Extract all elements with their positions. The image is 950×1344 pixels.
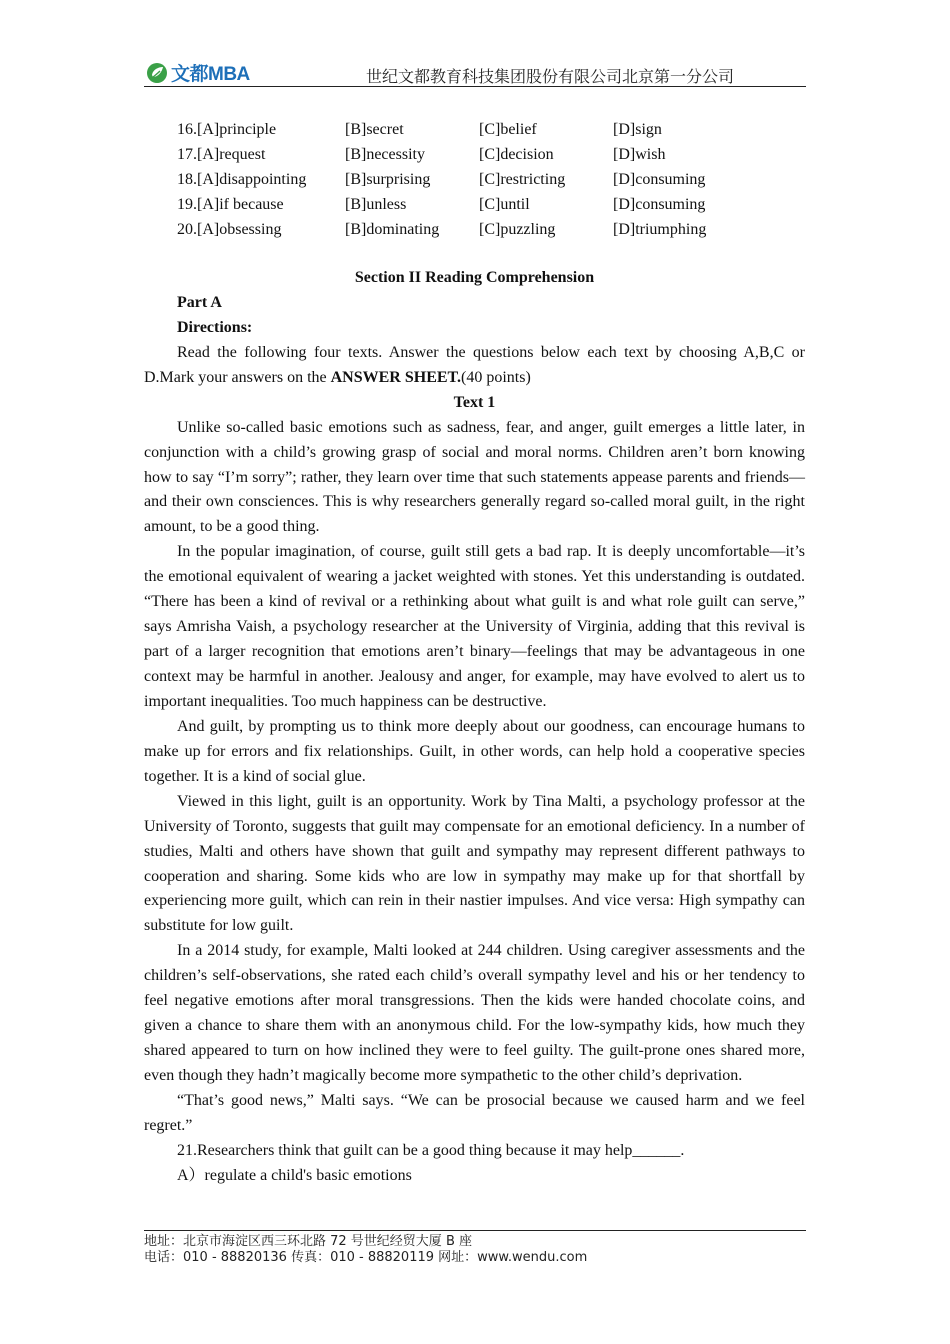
option-d: [D]triumphing xyxy=(613,221,707,238)
directions-points: (40 points) xyxy=(461,368,531,386)
option-d: [D]consuming xyxy=(613,171,706,188)
option-row xyxy=(177,117,763,142)
paragraph: And guilt, by prompting us to think more deeply about our goodness, can encourage humans to make up for errors and fix relationships. Guilt, in other words, can help hold a cooperative species together. It is a kind of social glue. xyxy=(144,717,805,785)
footer-contact: 电话：010 - 88820136 传真：010 - 88820119 网址：www.wendu.com xyxy=(144,1250,588,1265)
option-row xyxy=(177,142,763,167)
cloze-options xyxy=(177,117,763,242)
option-c: [C]decision xyxy=(479,146,554,163)
option-d: [D]wish xyxy=(613,146,666,163)
paragraph: In the popular imagination, of course, guilt still gets a bad rap. It is deeply uncomfortable—it’s the emotional equivalent of wearing a jacket weighted with stones. Yet this understanding is outdated. “There has been a kind of revival or a rethinking about what guilt is and what role guilt can serve,” says Amrisha Vaish, a psychology researcher at the University of Virginia, adding that this revival is part of a larger recognition that emotions aren’t binary—feelings that may be advantageous in one context may be harmful in another. Jealousy and anger, for example, may have evolved to alert us to important inequalities. Too much happiness can be destructive. xyxy=(144,543,805,710)
wendu-logo xyxy=(146,59,250,86)
page-header xyxy=(144,56,806,87)
option-b: [B]unless xyxy=(345,196,407,213)
answer-option-a: A）regulate a child's basic emotions xyxy=(177,1166,412,1184)
option-c: [C]restricting xyxy=(479,171,566,188)
option-row xyxy=(177,192,763,217)
option-a: 20.[A]obsessing xyxy=(177,221,282,238)
footer-address: 地址：北京市海淀区西三环北路 72 号世纪经贸大厦 B 座 xyxy=(144,1234,472,1249)
text-title: Text 1 xyxy=(453,393,496,411)
option-b: [B]secret xyxy=(345,121,404,138)
paragraph: “That’s good news,” Malti says. “We can be prosocial because we caused harm and we feel regret.” xyxy=(144,1091,805,1134)
directions-label: Directions: xyxy=(177,318,253,336)
part-label: Part A xyxy=(177,293,222,311)
option-a: 18.[A]disappointing xyxy=(177,171,307,188)
option-c: [C]until xyxy=(479,196,530,213)
option-b: [B]surprising xyxy=(345,171,431,188)
paragraph: Viewed in this light, guilt is an opportunity. Work by Tina Malti, a psychology professor at the University of Toronto, suggests that guilt may compensate for an emotional deficiency. In a number of studies, Malti and others have shown that guilt and sympathy may represent different pathways to cooperation and sharing. Some kids who are low in sympathy may make up for that shortfall by experiencing more guilt, which can rein in their nastier impulses. And vice versa: High sympathy can substitute for low guilt. xyxy=(144,792,805,935)
option-d: [D]sign xyxy=(613,121,662,138)
reading-content xyxy=(144,266,805,1189)
paragraph: In a 2014 study, for example, Malti looked at 244 children. Using caregiver assessments and the children’s self-observations, she rated each child’s overall sympathy level and his or her tendency to feel negative emotions after moral transgressions. Then the kids were handed chocolate coins, and given a chance to share them with an anonymous child. For the low-sympathy kids, how much they shared appeared to turn on how inclined they were to feel guilty. The guilt-prone ones shared more, even though they hadn’t magically become more sympathetic to the other child’s deprivation. xyxy=(144,942,805,1084)
question-21: 21.Researchers think that guilt can be a good thing because it may help______. xyxy=(177,1141,685,1159)
option-a: 17.[A]request xyxy=(177,146,266,163)
directions-before: Read the following four texts. Answer the questions below each text by choosing A,B,C or D.Mark your answers on the xyxy=(144,343,805,386)
option-b: [B]dominating xyxy=(345,221,440,238)
directions-text xyxy=(144,341,805,391)
page-footer xyxy=(144,1230,806,1266)
logo-leaf-icon xyxy=(146,62,168,84)
option-a: 19.[A]if because xyxy=(177,196,284,213)
option-c: [C]puzzling xyxy=(479,221,556,238)
paragraph: Unlike so-called basic emotions such as sadness, fear, and anger, guilt emerges a little later, in conjunction with a child’s growing grasp of social and moral norms. Children aren’t born knowing how to say “I’m sorry”; rather, they learn over time that such statements appease parents and friends—and their own consciences. This is why researchers generally regard so-called moral guilt, in the right amount, to be a good thing. xyxy=(144,418,805,536)
section-title: Section II Reading Comprehension xyxy=(354,269,595,286)
company-name: 世纪文都教育科技集团股份有限公司北京第一分公司 xyxy=(365,67,734,86)
option-row xyxy=(177,167,763,192)
option-row xyxy=(177,217,763,242)
option-c: [C]belief xyxy=(479,121,537,138)
option-b: [B]necessity xyxy=(345,146,425,163)
logo-text: 文都MBA xyxy=(171,64,250,85)
option-a: 16.[A]principle xyxy=(177,121,277,138)
option-d: [D]consuming xyxy=(613,196,706,213)
answer-sheet-label: ANSWER SHEET. xyxy=(330,368,462,386)
